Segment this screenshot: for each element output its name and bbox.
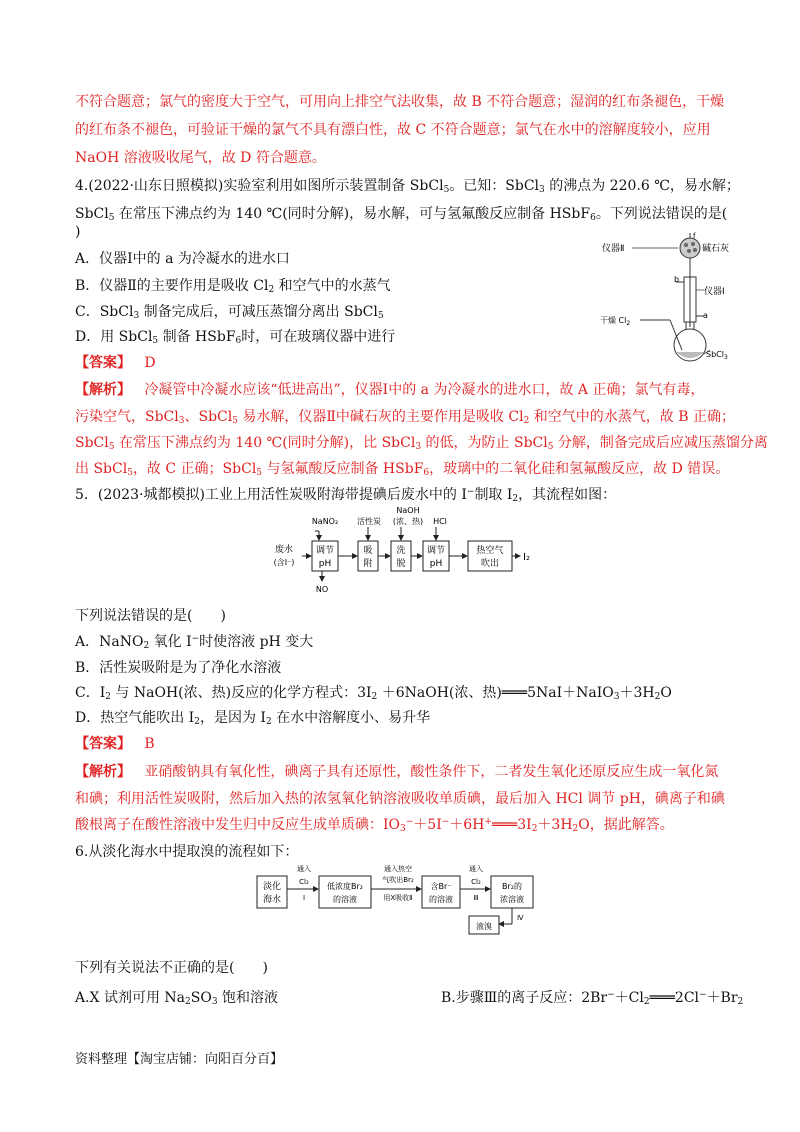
analysis-text: 、SbCl [184, 409, 233, 425]
subscript: 2 [572, 824, 579, 834]
flow-box-text: 的溶液 [333, 895, 357, 904]
q4-option-text: 时，可在玻璃仪器中进行 [241, 329, 396, 345]
flow-step-label: Ⅳ [517, 914, 524, 922]
q4-stem-text: 。已知：SbCl [449, 178, 540, 194]
analysis-label: 【解析】 [75, 382, 131, 398]
q4-stem-line-2 [75, 204, 727, 224]
flow-step-label: Ⅰ [302, 894, 306, 902]
q4-option-text: B．仪器Ⅱ的主要作用是吸收 Cl [75, 278, 269, 294]
answer-value: B [144, 736, 155, 752]
q5-stem-text: 5．(2023·城都模拟)工业上用活性炭吸附海带提碘后废水中的 I [75, 487, 467, 503]
flow-step-label: 通入热空 [384, 865, 412, 873]
q5-ask: 下列说法错误的是( ) [75, 608, 226, 624]
flow-box-text: 液溴 [476, 922, 492, 931]
q4-option-text: 制备 HSbF [158, 329, 236, 345]
q5-option-text: D．热空气能吹出 I [75, 710, 195, 726]
subscript: 5 [108, 213, 115, 223]
subscript: 2 [654, 692, 661, 702]
analysis-text: ，故 C 正确；SbCl [132, 461, 257, 477]
subscript: 6 [423, 468, 430, 478]
subscript: 5 [547, 442, 554, 452]
analysis-text: 出 SbCl [75, 461, 128, 477]
subscript: 3 [133, 311, 140, 321]
q5-option-text: A．NaNO [75, 634, 144, 650]
superscript: − [699, 990, 707, 1000]
q4-option-text: 和空气中的水蒸气 [274, 278, 391, 294]
superscript: − [607, 990, 615, 1000]
subscript: 2 [105, 692, 111, 702]
prev-analysis-line-2: 的红布条不褪色，可验证干燥的氯气不具有漂白性，故 C 不符合题意；氯气在水中的溶解度较小，应用 [75, 122, 711, 138]
superscript: − [466, 487, 475, 497]
answer-value: D [144, 355, 156, 371]
q5-option-text: 氧化 I [149, 634, 192, 650]
q4-option-text: D．用 SbCl [75, 329, 153, 345]
analysis-text: 酸根离子在酸性溶液中发生归中反应生成单质碘：IO [75, 817, 401, 833]
q4-stem-text: 的沸点为 220.6 ℃，易水解； [544, 178, 740, 194]
analysis-text: ＋3H [537, 817, 573, 833]
flow-box-text: 含Br⁻ [430, 882, 452, 891]
subscript: 3 [613, 692, 620, 702]
subscript: 5 [108, 442, 115, 452]
flow-step-label: Ⅲ [473, 894, 479, 902]
label-soda-lime: 碱石灰 [702, 244, 730, 254]
prev-analysis-line-3: NaOH 溶液吸收尾气，故 D 符合题意。 [75, 150, 326, 166]
subscript: 6 [235, 336, 242, 346]
q5-option-text: 在水中溶解度小、易升华 [271, 710, 431, 726]
flow-step-label: 用X吸收Ⅱ [383, 894, 413, 902]
analysis-text: ═══3I [491, 817, 532, 833]
q4-stem-line-3: ) [75, 224, 81, 240]
superscript: − [405, 817, 414, 827]
subscript: 2 [737, 997, 744, 1007]
q5-option-text: ，是因为 I [199, 710, 266, 726]
subscript: 5 [377, 311, 384, 321]
soda-lime-tube [680, 233, 700, 274]
q5-option-text: ＋3H [619, 685, 655, 701]
q5-option-a [75, 632, 313, 652]
q4-apparatus-figure [600, 232, 730, 367]
analysis-text: O，据此解答。 [578, 817, 674, 833]
flow-box-text: 热空气 [476, 546, 504, 556]
analysis-text: 在常压下沸点约为 140 ℃(同时分解)，比 SbCl [114, 435, 416, 451]
q5-analysis-line-1 [75, 762, 718, 782]
q4-option-a: A．仪器Ⅰ中的 a 为冷凝水的进水口 [75, 251, 290, 267]
flow-step-label: 气吹出Br₂ [382, 876, 414, 884]
analysis-text: 冷凝管中冷凝水应该“低进高出”，仪器Ⅰ中的 a 为冷凝水的进水口，故 A 正确；氯气有毒， [144, 382, 705, 398]
subscript: 3 [539, 185, 545, 195]
flow-step-label: Cl₂ [299, 878, 309, 886]
q5-analysis-line-2: 和碘；利用活性炭吸附，然后加入热的浓氢氧化钠溶液吸收单质碘，最后加入 HCl 调节 pH，碘离子和碘 [75, 791, 725, 807]
reagent-nano2: NaNO₂ [311, 517, 339, 526]
q6-ask: 下列有关说法不正确的是( ) [75, 960, 268, 976]
label-dry-cl2: 干燥 $Cl_2$ [600, 316, 631, 327]
q5-option-text: C．I [75, 685, 106, 701]
subscript: 5 [256, 468, 263, 478]
answer-label: 【答案】 [75, 736, 131, 752]
subscript: 5 [127, 468, 133, 478]
flow-step-label: 通入 [469, 865, 483, 873]
flow-box-text: 吹出 [480, 559, 500, 569]
subscript: 5 [443, 185, 450, 195]
q4-stem-line-1 [75, 176, 740, 196]
subscript: 2 [523, 416, 530, 426]
flow-box-text: 洗 [396, 546, 406, 556]
q6-option-b [441, 988, 743, 1008]
flow-box-text: pH [429, 559, 443, 569]
q4-analysis-line-1 [75, 380, 704, 400]
analysis-text: 亚硝酸钠具有氧化性，碘离子具有还原性，酸性条件下，二者发生氧化还原反应生成一氧化氮 [144, 764, 719, 780]
byproduct-no: NO [315, 585, 329, 594]
analysis-label: 【解析】 [75, 764, 131, 780]
analysis-text: 与氢氟酸反应制备 HSbF [262, 461, 424, 477]
flow-input-waste-water: 废水 [274, 545, 294, 555]
condenser [676, 274, 704, 327]
analysis-text: 的低，为防止 SbCl [421, 435, 548, 451]
flow-box-text: 调节 [426, 546, 446, 556]
reagent-naoh: NaOH [396, 506, 420, 515]
subscript: 2 [643, 997, 650, 1007]
q5-option-c [75, 683, 672, 703]
label-instrument-2: 仪器Ⅱ [602, 244, 625, 254]
flow-step-label: Cl₂ [471, 878, 481, 886]
q4-analysis-line-2 [75, 407, 735, 427]
flow-box-text: pH [318, 559, 332, 569]
q4-stem-text: 4.(2022·山东日照模拟)实验室利用如图所示装置制备 SbCl [75, 178, 444, 194]
reagent-hcl: HCl [433, 517, 447, 526]
reagent-activated-carbon: 活性炭 [357, 517, 381, 526]
q4-analysis-line-3 [75, 433, 768, 453]
analysis-text: ＋5I [413, 817, 442, 833]
flow-input-contains-iodide: (含I⁻) [273, 558, 295, 567]
superscript: − [441, 817, 450, 827]
q6-option-text: ＋Br [706, 990, 738, 1006]
analysis-text: ＋6H [449, 817, 485, 833]
subscript: 3 [415, 442, 422, 452]
q5-analysis-line-3 [75, 815, 674, 835]
superscript: − [191, 634, 200, 644]
flow-box-text: 浓溶液 [500, 895, 524, 904]
flow-step-label: 通入 [297, 865, 311, 873]
q4-stem-text: 。下列说法错误的是( [595, 206, 728, 222]
q5-answer [75, 734, 155, 754]
superscript: + [484, 817, 492, 827]
subscript: 2 [531, 824, 538, 834]
subscript: 5 [152, 336, 159, 346]
subscript: 6 [590, 213, 596, 223]
q6-option-text: A.X 试剂可用 Na [75, 990, 186, 1006]
q6-option-text: B.步骤Ⅲ的离子反应：2Br [441, 990, 608, 1006]
analysis-text: ，玻璃中的二氧化硅和氢氟酸反应，故 D 错误。 [429, 461, 730, 477]
q5-stem-text: ，其流程如图： [518, 487, 617, 503]
prev-analysis-line-1: 不符合题意；氯气的密度大于空气，可用向上排空气法收集，故 B 不符合题意；湿润的红布条褪色，干燥 [75, 94, 725, 110]
q4-option-text: C．SbCl [75, 304, 134, 320]
q6-option-text: ═══2Cl [649, 990, 700, 1006]
q6-flow-chart [255, 862, 545, 940]
flow-box-text: 吸 [363, 546, 373, 556]
q4-option-c [75, 302, 384, 322]
q6-option-text: 饱和溶液 [217, 990, 279, 1006]
label-sbcl3: SbCl$_3$ [706, 350, 728, 361]
analysis-text: 污染空气，SbCl [75, 409, 179, 425]
subscript: 2 [194, 717, 200, 727]
subscript: 2 [268, 285, 275, 295]
subscript: 5 [232, 416, 238, 426]
flow-box-text: 淡化 [262, 882, 282, 892]
reagent-naoh-condition: (浓、热) [392, 517, 424, 526]
q4-stem-text: SbCl [75, 206, 109, 222]
flow-box-text: 的溶液 [429, 895, 453, 904]
q4-answer [75, 353, 156, 373]
q5-stem-text: 制取 I [474, 487, 513, 503]
flow-box-text: Br₂的 [502, 882, 522, 891]
subscript: 3 [400, 824, 406, 834]
flow-box-text: 附 [363, 559, 373, 569]
analysis-text: 和空气中的水蒸气，故 B 正确； [529, 409, 735, 425]
q5-option-text: 时使溶液 pH 变大 [199, 634, 314, 650]
subscript: 2 [512, 494, 519, 504]
label-instrument-1: 仪器Ⅰ [704, 287, 725, 297]
label-a: a [703, 311, 708, 320]
q4-analysis-line-4 [75, 459, 729, 479]
flow-box-text: 低浓度Br₂ [327, 882, 363, 891]
q6-option-a [75, 988, 278, 1008]
q6-stem: 6.从淡化海水中提取溴的流程如下： [75, 844, 299, 860]
q4-option-d [75, 327, 395, 347]
q5-option-d [75, 708, 430, 728]
subscript: 2 [143, 641, 150, 651]
label-b: b [674, 275, 680, 284]
subscript: 2 [185, 997, 191, 1007]
q6-option-text: SO [190, 990, 212, 1006]
q5-option-text: ＋6NaOH(浓、热)═══5NaI＋NaIO [377, 685, 614, 701]
label-f: f [693, 232, 696, 240]
q4-option-text: 制备完成后，可减压蒸馏分离出 SbCl [139, 304, 378, 320]
q4-option-b [75, 276, 391, 296]
flow-output-iodine: I₂ [523, 552, 530, 563]
subscript: 2 [371, 692, 378, 702]
q5-option-text: 与 NaOH(浓、热)反应的化学方程式：3I [110, 685, 372, 701]
subscript: 2 [265, 717, 272, 727]
q5-option-b: B．活性炭吸附是为了净化水溶液 [75, 660, 282, 676]
analysis-text: 易水解，仪器Ⅱ中碱石灰的主要作用是吸收 Cl [237, 409, 524, 425]
page-footer: 资料整理【淘宝店铺：向阳百分百】 [75, 1052, 284, 1067]
analysis-text: SbCl [75, 435, 109, 451]
flow-box-text: 脱 [396, 559, 406, 569]
q5-stem [75, 485, 616, 505]
answer-label: 【答案】 [75, 355, 131, 371]
flow-box-text: 海水 [262, 895, 282, 905]
flow-box-text: 调节 [315, 546, 335, 556]
q5-option-text: O [660, 685, 672, 701]
q6-option-text: ＋Cl [614, 990, 644, 1006]
q5-flow-chart [262, 503, 562, 595]
q4-stem-text: 在常压下沸点约为 140 ℃(同时分解)，易水解，可与氢氟酸反应制备 HSbF [114, 206, 591, 222]
subscript: 3 [211, 997, 218, 1007]
analysis-text: 分解，制备完成后应减压蒸馏分离 [553, 435, 768, 451]
subscript: 3 [178, 416, 185, 426]
